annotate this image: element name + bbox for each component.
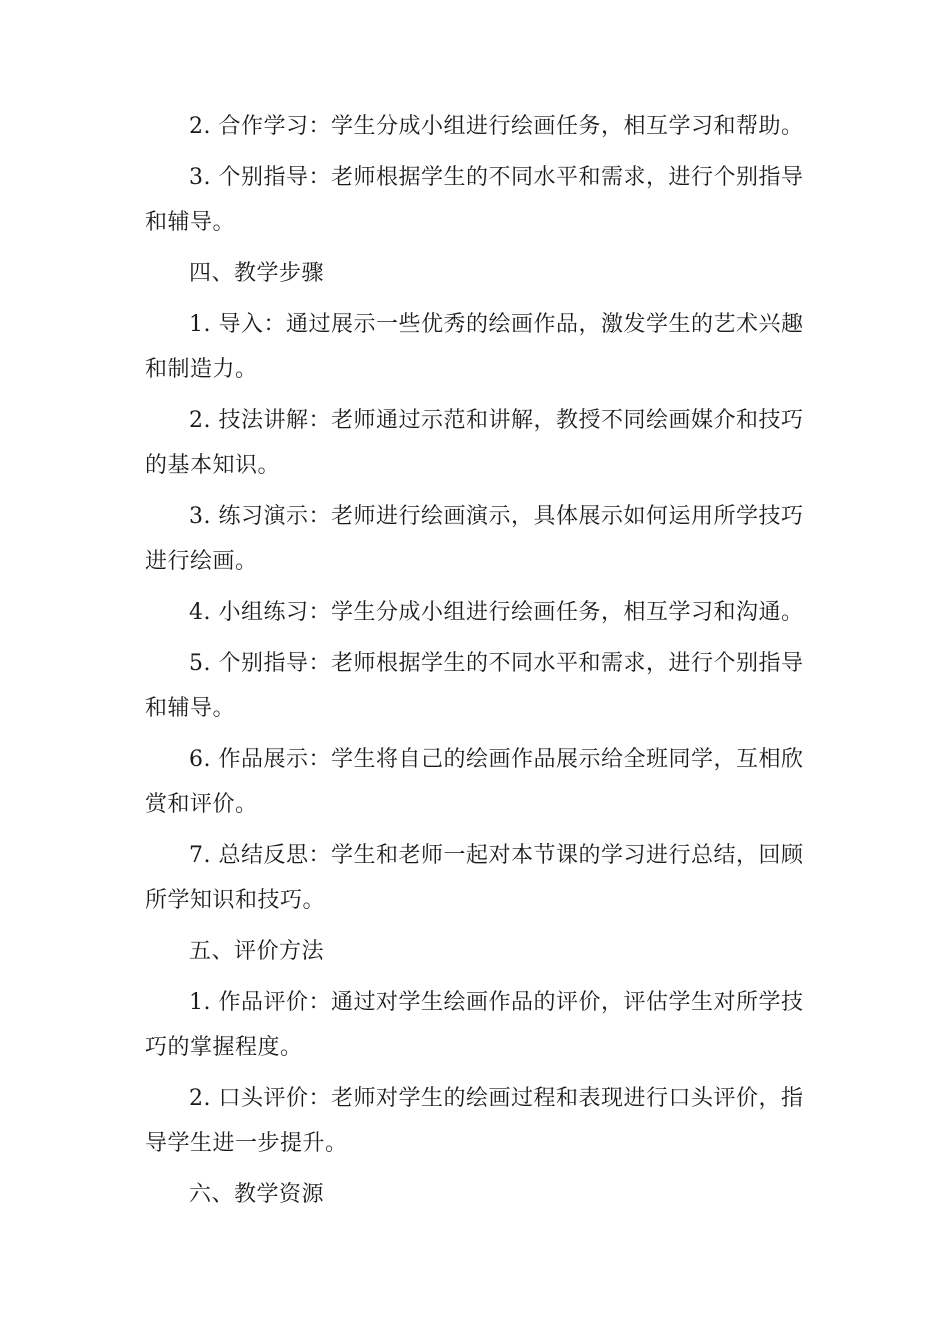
paragraph-individual-guidance: 3. 个别指导：老师根据学生的不同水平和需求，进行个别指导和辅导。 xyxy=(145,165,804,235)
paragraph-step-technique: 2. 技法讲解：老师通过示范和讲解，教授不同绘画媒介和技巧的基本知识。 xyxy=(145,408,804,478)
paragraph-cooperative-learning: 2. 合作学习：学生分成小组进行绘画任务，相互学习和帮助。 xyxy=(189,114,804,139)
section-heading-teaching-steps: 四、教学步骤 xyxy=(189,261,325,286)
document-page xyxy=(145,104,805,1223)
paragraph-step-group-practice: 4. 小组练习：学生分成小组进行绘画任务，相互学习和沟通。 xyxy=(189,600,804,625)
paragraph-oral-evaluation: 2. 口头评价：老师对学生的绘画过程和表现进行口头评价，指导学生进一步提升。 xyxy=(145,1086,804,1156)
paragraph-step-individual-guidance: 5. 个别指导：老师根据学生的不同水平和需求，进行个别指导和辅导。 xyxy=(145,651,804,721)
paragraph-work-evaluation: 1. 作品评价：通过对学生绘画作品的评价，评估学生对所学技巧的掌握程度。 xyxy=(145,990,804,1060)
section-heading-resources: 六、教学资源 xyxy=(189,1182,325,1207)
section-heading-evaluation: 五、评价方法 xyxy=(189,939,325,964)
paragraph-step-demonstration: 3. 练习演示：老师进行绘画演示，具体展示如何运用所学技巧进行绘画。 xyxy=(145,504,804,574)
paragraph-step-reflection: 7. 总结反思：学生和老师一起对本节课的学习进行总结，回顾所学知识和技巧。 xyxy=(145,843,804,913)
paragraph-step-introduction: 1. 导入：通过展示一些优秀的绘画作品，激发学生的艺术兴趣和制造力。 xyxy=(145,312,804,382)
paragraph-step-showcase: 6. 作品展示：学生将自己的绘画作品展示给全班同学，互相欣赏和评价。 xyxy=(145,747,804,817)
